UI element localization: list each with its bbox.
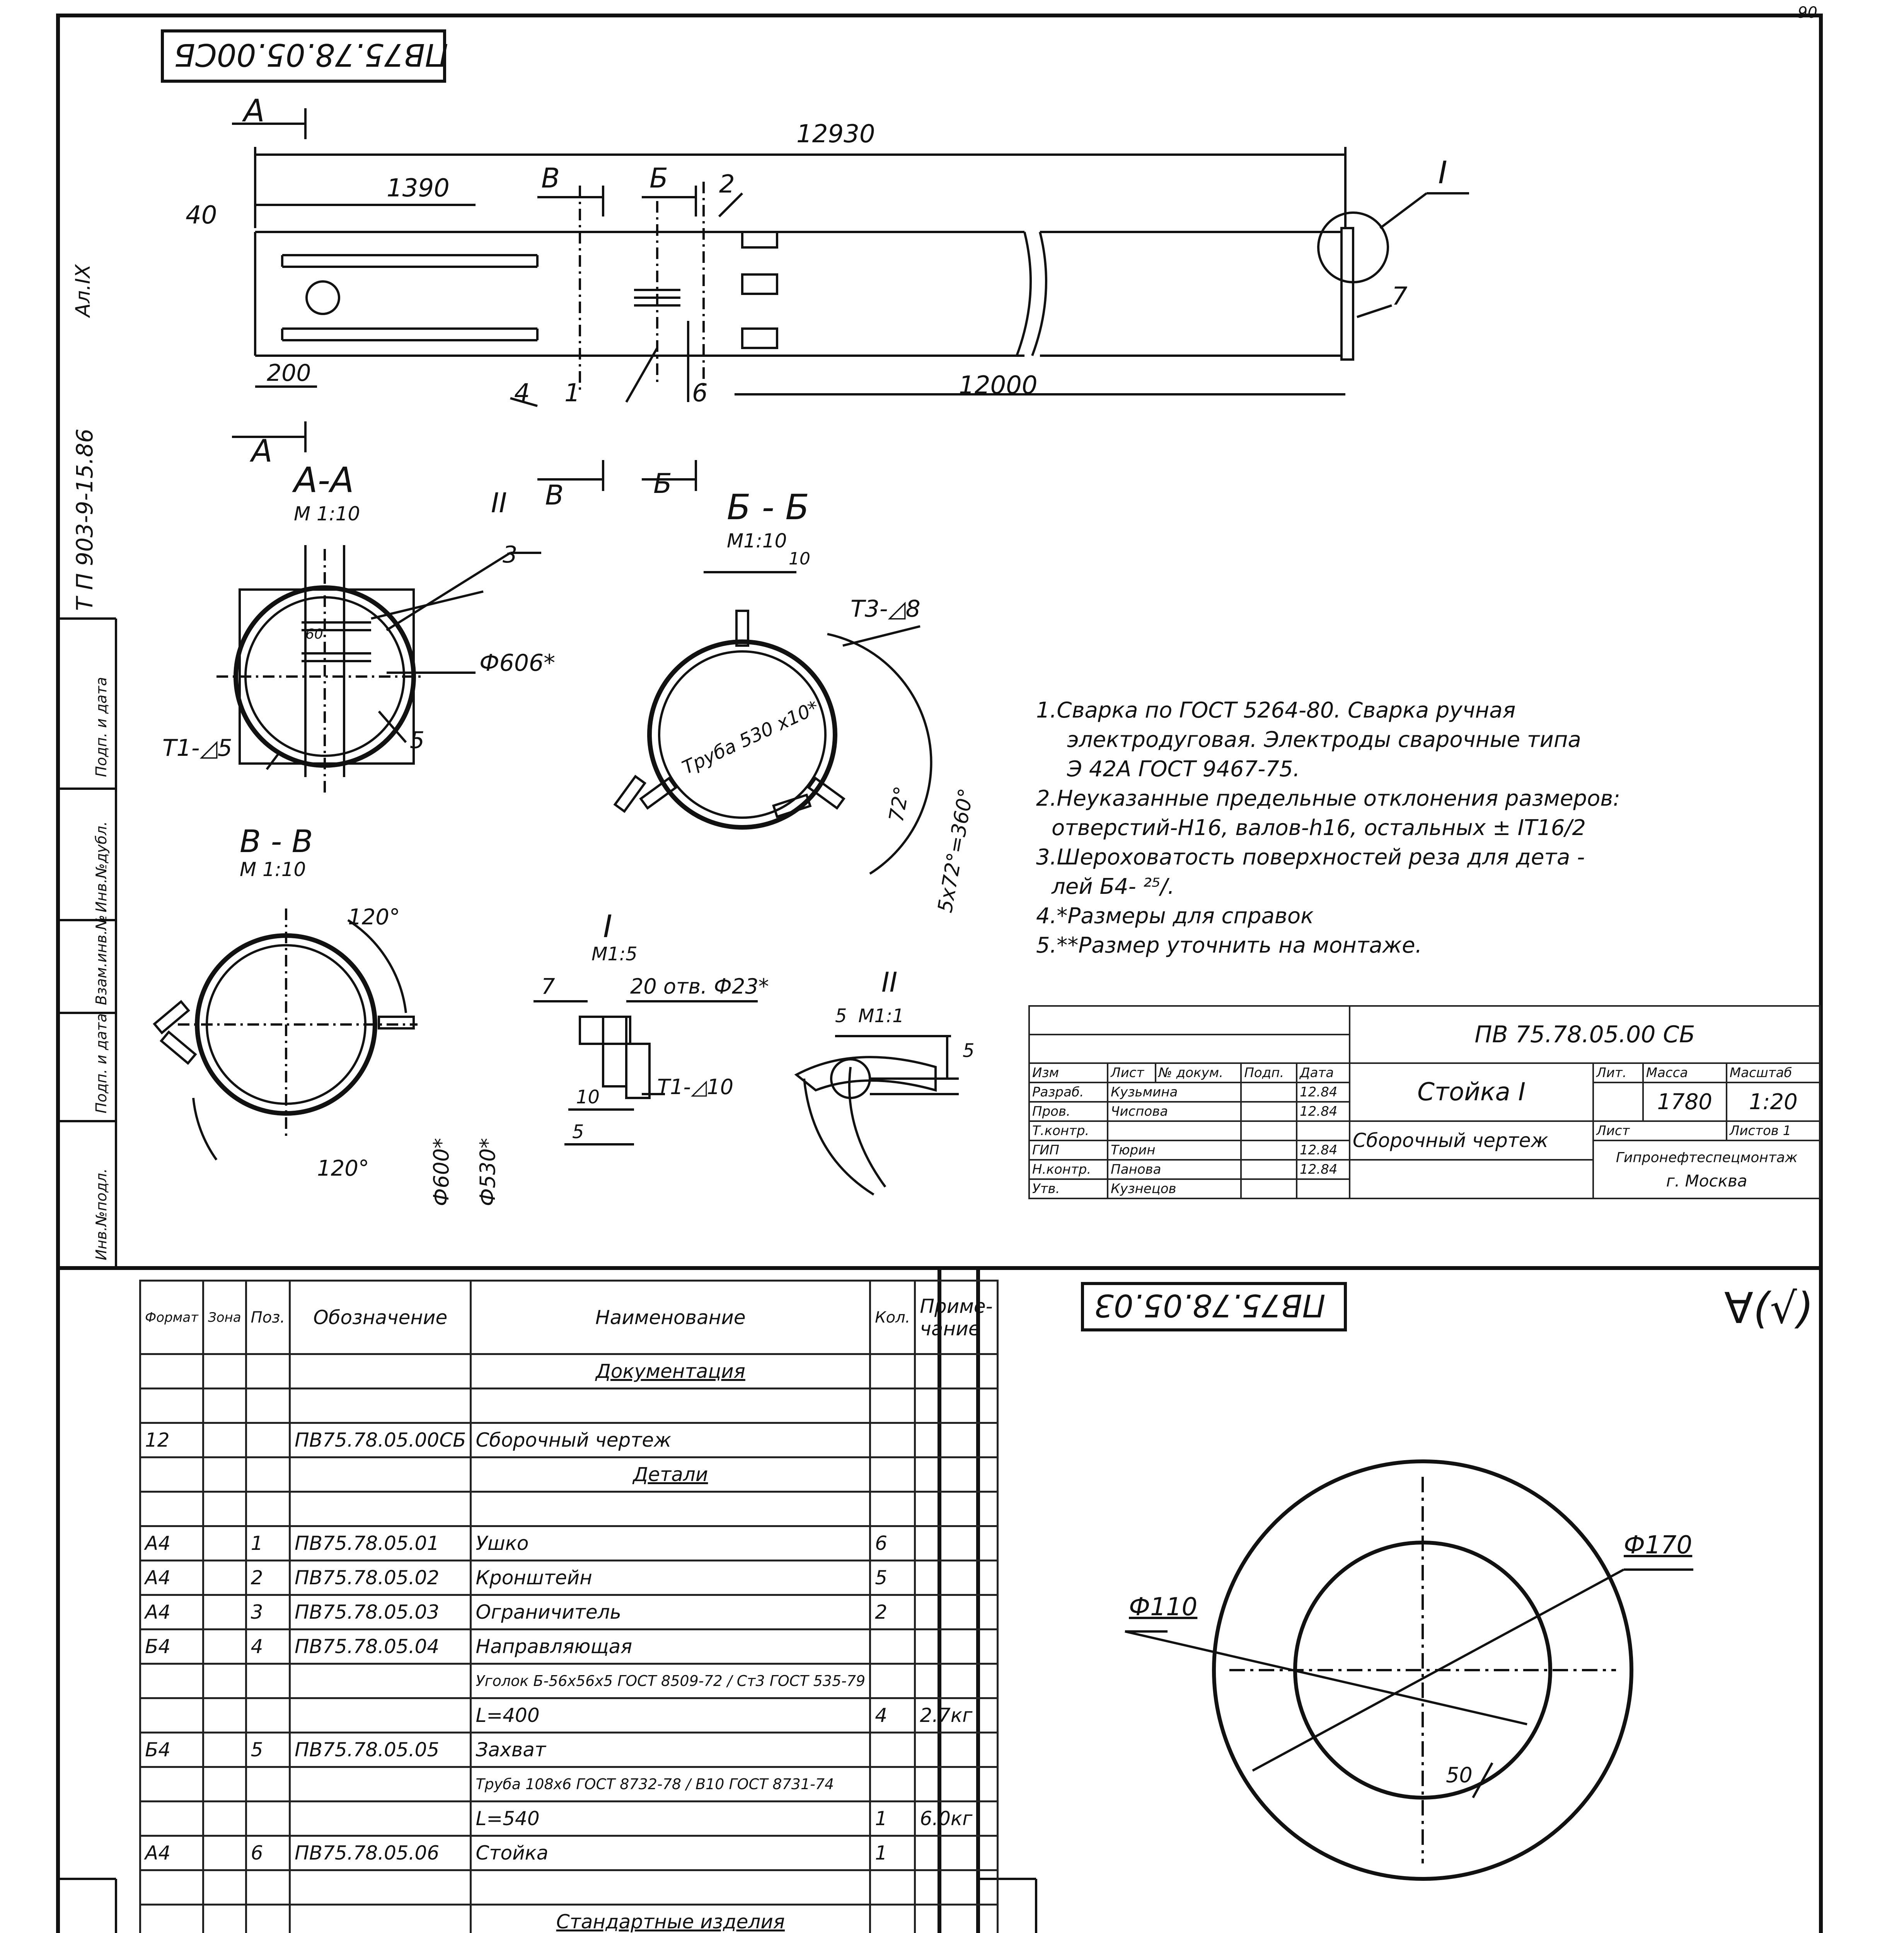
spec-designation: ПВ75.78.05.00СБ (290, 1423, 471, 1457)
spec-row (140, 1767, 998, 1802)
spec-note (915, 1457, 997, 1492)
spec-qty: 4 (870, 1698, 915, 1733)
tb1-subname: Сборочный чертеж (1350, 1121, 1593, 1160)
spec-name (471, 1389, 870, 1423)
sheet3-frame (978, 1268, 1821, 1933)
spec-designation (290, 1354, 471, 1389)
tb1-person: Чиспова (1108, 1102, 1241, 1121)
page-number: 90 (1798, 4, 1817, 22)
aa-dia: Ф606* (479, 649, 556, 677)
main-elevation (232, 108, 1469, 491)
spec-note (915, 1561, 997, 1595)
spec-zone (203, 1423, 246, 1457)
spec-zone (203, 1870, 246, 1905)
spec-qty (870, 1733, 915, 1767)
det2-scale: М1:1 (858, 1005, 904, 1027)
note-line: 1.Сварка по ГОСТ 5264-80. Сварка ручная (1036, 698, 1516, 723)
aa-dim60: 60 (305, 626, 323, 642)
det2-d5a: 5 (835, 1005, 847, 1027)
dim-1390: 1390 (387, 174, 450, 203)
spec-zone (203, 1698, 246, 1733)
album-number: Ал.IX (72, 264, 95, 317)
spec-row (140, 1561, 998, 1595)
spec-row (140, 1492, 998, 1526)
ring-d110: Ф110 (1129, 1593, 1198, 1621)
spec-zone (203, 1905, 246, 1933)
spec-name: Захват (471, 1733, 870, 1767)
cut-a-top: А (244, 93, 265, 129)
callout-4: 4 (514, 379, 530, 407)
tb1-mass-label: Масса (1643, 1063, 1727, 1082)
bb-pipe: Труба 530 х10* (679, 696, 822, 779)
technical-notes (1036, 696, 1620, 960)
det1-scale: М1:5 (591, 943, 638, 965)
spec-designation: ПВ75.78.05.06 (290, 1836, 471, 1870)
spec-pos: 2 (246, 1561, 290, 1595)
spec-hdr-note: Приме- чание (915, 1281, 997, 1354)
spec-designation (290, 1767, 471, 1802)
sheet3-stamp-code: ПВ75.78.05.03 (1094, 1287, 1326, 1323)
note-line: 5.**Размер уточнить на монтаже. (1036, 933, 1422, 958)
bb-weld: Т3-◿8 (851, 595, 920, 622)
spec-note (915, 1389, 997, 1423)
cut-b-bottom: Б (653, 468, 672, 499)
spec-note (915, 1595, 997, 1630)
callout-1: 1 (564, 379, 580, 407)
spec-row (140, 1457, 998, 1492)
side-label-replace: Взам.инв.№ (93, 915, 110, 1005)
spec-pos (246, 1492, 290, 1526)
spec-hdr-zone: Зона (203, 1281, 246, 1354)
dim-12000: 12000 (959, 371, 1038, 400)
tb1-role: Разраб. (1029, 1082, 1108, 1102)
spec-hdr-name: Наименование (471, 1281, 870, 1354)
spec-zone (203, 1595, 246, 1630)
album-code: Т П 903-9-15.86 (72, 428, 98, 611)
side-label-inv: Инв.№подл. (93, 1168, 110, 1260)
spec-note (915, 1664, 997, 1698)
spec-designation (290, 1389, 471, 1423)
spec-name: Уголок Б-56х56х5 ГОСТ 8509-72 / Ст3 ГОСТ 535-79 (471, 1664, 870, 1698)
spec-qty (870, 1905, 915, 1933)
spec-format: А4 (140, 1836, 203, 1870)
spec-format (140, 1664, 203, 1698)
spec-note (915, 1630, 997, 1664)
spec-format (140, 1802, 203, 1836)
tb1-person: Панова (1108, 1160, 1241, 1179)
ring-d170: Ф170 (1624, 1531, 1693, 1560)
vv-d600: Ф600* (429, 1138, 453, 1206)
cut-a-bottom: А (251, 433, 273, 469)
bb-angle1: 72° (885, 784, 914, 824)
ring-r50: 50 (1446, 1763, 1473, 1787)
det1-holes: 20 отв. Ф23* (630, 974, 769, 999)
spec-format: Б4 (140, 1630, 203, 1664)
spec-name: L=400 (471, 1698, 870, 1733)
det2-d5b: 5 (963, 1040, 975, 1062)
spec-designation (290, 1698, 471, 1733)
det1-d5: 5 (572, 1121, 584, 1143)
tb1-org: Гипронефтеспецмонтаж (1616, 1150, 1798, 1166)
det2-title: II (881, 966, 898, 998)
spec-pos (246, 1698, 290, 1733)
aa-callout-5: 5 (410, 727, 425, 754)
spec-row (140, 1870, 998, 1905)
spec-zone (203, 1664, 246, 1698)
tb1-date: 12.84 (1297, 1140, 1350, 1160)
spec-zone (203, 1526, 246, 1561)
spec-qty (870, 1664, 915, 1698)
tb1-date: 12.84 (1297, 1082, 1350, 1102)
spec-row (140, 1354, 998, 1389)
side-label-sign: Подп. и дата (93, 1013, 110, 1113)
tb1-role: Утв. (1029, 1179, 1108, 1198)
spec-qty: 2 (870, 1595, 915, 1630)
aa-title: А-А (294, 460, 354, 501)
spec-qty (870, 1492, 915, 1526)
vv-title: В - В (240, 823, 313, 859)
spec-pos: 4 (246, 1630, 290, 1664)
spec-pos (246, 1905, 290, 1933)
detail-ii (796, 1036, 959, 1195)
spec-zone (203, 1492, 246, 1526)
spec-zone (203, 1802, 246, 1836)
note-line: 4.*Размеры для справок (1036, 903, 1314, 929)
tb1-city: г. Москва (1666, 1171, 1747, 1190)
spec-qty (870, 1423, 915, 1457)
vv-scale: М 1:10 (240, 858, 306, 881)
spec-designation: ПВ75.78.05.02 (290, 1561, 471, 1595)
tb1-scale: 1:20 (1727, 1082, 1820, 1121)
spec-row (140, 1526, 998, 1561)
spec-pos: 1 (246, 1526, 290, 1561)
tb1-role: ГИП (1029, 1140, 1108, 1160)
spec-note: 6.0кг (915, 1802, 997, 1836)
note-line: 3.Шероховатость поверхностей реза для дета - (1036, 845, 1585, 870)
section-v-v (154, 909, 418, 1160)
callout-6: 6 (692, 379, 708, 407)
spec-format (140, 1457, 203, 1492)
spec-row (140, 1836, 998, 1870)
note-line: 2.Неуказанные предельные отклонения размеров: (1036, 786, 1621, 811)
spec-zone (203, 1389, 246, 1423)
tb1-lit: Лит. (1593, 1063, 1643, 1082)
spec-pos: 6 (246, 1836, 290, 1870)
spec-hdr-designation: Обозначение (290, 1281, 471, 1354)
spec-row (140, 1802, 998, 1836)
callout-2: 2 (719, 170, 735, 199)
tb1-org-cell (1593, 1140, 1820, 1198)
spec-designation: ПВ75.78.05.03 (290, 1595, 471, 1630)
spec-format: 12 (140, 1423, 203, 1457)
spec-designation: ПВ75.78.05.01 (290, 1526, 471, 1561)
spec-format (140, 1905, 203, 1933)
spec-format: А4 (140, 1595, 203, 1630)
tb1-person: Кузьмина (1108, 1082, 1241, 1102)
spec-row (140, 1664, 998, 1698)
tb1-hdr: Дата (1297, 1063, 1350, 1082)
spec-name: Ушко (471, 1526, 870, 1561)
vv-angle2: 120° (317, 1156, 369, 1181)
spec-note (915, 1905, 997, 1933)
spec-designation (290, 1457, 471, 1492)
vv-angle1: 120° (348, 905, 400, 930)
cut-v-top: В (541, 162, 560, 194)
ring-drawing (1125, 1461, 1693, 1879)
spec-note (915, 1526, 997, 1561)
tb1-hdr: № докум. (1156, 1063, 1241, 1082)
bb-angle2: 5х72°=360° (933, 786, 978, 915)
spec-format (140, 1389, 203, 1423)
spec-name: Труба 108х6 ГОСТ 8732-78 / В10 ГОСТ 8731-74 (471, 1767, 870, 1802)
tb1-role: Н.контр. (1029, 1160, 1108, 1179)
spec-name: Детали (471, 1457, 870, 1492)
spec-note (915, 1354, 997, 1389)
bb-dim10: 10 (789, 549, 810, 569)
spec-zone (203, 1561, 246, 1595)
spec-name: Ограничитель (471, 1595, 870, 1630)
spec-row (140, 1630, 998, 1664)
spec-format: А4 (140, 1526, 203, 1561)
spec-qty (870, 1767, 915, 1802)
spec-pos: 3 (246, 1595, 290, 1630)
spec-name: L=540 (471, 1802, 870, 1836)
spec-pos (246, 1457, 290, 1492)
tb1-role: Пров. (1029, 1102, 1108, 1121)
spec-format: Б4 (140, 1733, 203, 1767)
side-label-sign2: Подп. и дата (93, 677, 110, 777)
aa-scale: М 1:10 (294, 503, 360, 525)
tb1-date: 12.84 (1297, 1102, 1350, 1121)
spec-note (915, 1733, 997, 1767)
spec-format (140, 1767, 203, 1802)
tb1-sheet-label: Лист (1593, 1121, 1727, 1140)
tb1-doc-code: ПВ 75.78.05.00 СБ (1350, 1006, 1820, 1063)
cut-v-bottom: В (545, 479, 564, 511)
spec-format (140, 1698, 203, 1733)
tb1-person: Тюрин (1108, 1140, 1241, 1160)
spec-pos (246, 1664, 290, 1698)
spec-designation (290, 1664, 471, 1698)
spec-format (140, 1870, 203, 1905)
tb1-mass: 1780 (1643, 1082, 1727, 1121)
bb-scale: М1:10 (727, 530, 787, 552)
spec-designation (290, 1492, 471, 1526)
sheet1-stamp-code: ПВ75.78.05.00СБ (174, 37, 448, 73)
spec-row (140, 1595, 998, 1630)
tb1-sheets-label: Листов 1 (1727, 1121, 1820, 1140)
spec-pos (246, 1767, 290, 1802)
spec-row (140, 1905, 998, 1933)
spec-row (140, 1733, 998, 1767)
detail-i-callout: I (1438, 155, 1447, 191)
cut-b-top: Б (649, 162, 668, 194)
spec-note (915, 1870, 997, 1905)
sheet1-title-block (1028, 1005, 1821, 1199)
spec-zone (203, 1767, 246, 1802)
spec-row (140, 1389, 998, 1423)
vv-d530: Ф530* (476, 1138, 500, 1206)
spec-name (471, 1870, 870, 1905)
det1-title: I (603, 909, 612, 944)
spec-qty (870, 1630, 915, 1664)
tb1-person: Кузнецов (1108, 1179, 1241, 1198)
spec-hdr-pos: Поз. (246, 1281, 290, 1354)
spec-row (140, 1423, 998, 1457)
spec-note (915, 1423, 997, 1457)
specification-table (139, 1280, 999, 1933)
spec-zone (203, 1630, 246, 1664)
callout-7: 7 (1392, 282, 1408, 311)
tb1-hdr: Лист (1108, 1063, 1155, 1082)
spec-note: 2.7кг (915, 1698, 997, 1733)
aa-callout-ii: II (491, 487, 507, 519)
spec-name (471, 1492, 870, 1526)
spec-name: Направляющая (471, 1630, 870, 1664)
aa-callout-3: 3 (503, 541, 518, 568)
spec-name: Кронштейн (471, 1561, 870, 1595)
spec-qty (870, 1389, 915, 1423)
spec-designation (290, 1870, 471, 1905)
tb1-hdr: Подп. (1241, 1063, 1297, 1082)
side-label-dup: Инв.№дубл. (93, 821, 110, 912)
spec-designation: ПВ75.78.05.05 (290, 1733, 471, 1767)
det1-d10: 10 (576, 1086, 600, 1108)
spec-note (915, 1492, 997, 1526)
spec-designation: ПВ75.78.05.04 (290, 1630, 471, 1664)
spec-pos (246, 1389, 290, 1423)
spec-designation (290, 1802, 471, 1836)
spec-name: Документация (471, 1354, 870, 1389)
dim-total: 12930 (796, 120, 875, 148)
tb1-role: Т.контр. (1029, 1121, 1108, 1140)
spec-zone (203, 1836, 246, 1870)
spec-pos (246, 1870, 290, 1905)
spec-qty: 6 (870, 1526, 915, 1561)
spec-format (140, 1492, 203, 1526)
spec-pos (246, 1802, 290, 1836)
bb-title: Б - Б (727, 487, 810, 528)
spec-zone (203, 1354, 246, 1389)
spec-qty (870, 1457, 915, 1492)
spec-qty (870, 1870, 915, 1905)
spec-name: Стойка (471, 1836, 870, 1870)
tb1-hdr: Изм (1029, 1063, 1108, 1082)
dim-40: 40 (186, 201, 217, 230)
spec-pos (246, 1354, 290, 1389)
spec-name: Стандартные изделия (471, 1905, 870, 1933)
note-line: отверстий-Н16, валов-h16, остальных ± IT16/2 (1052, 815, 1586, 840)
det1-weld: Т1-◿10 (657, 1075, 734, 1099)
spec-pos (246, 1423, 290, 1457)
spec-note (915, 1836, 997, 1870)
tb1-date: 12.84 (1297, 1160, 1350, 1179)
spec-pos: 5 (246, 1733, 290, 1767)
note-line: Э 42А ГОСТ 9467-75. (1067, 757, 1300, 782)
detail-i (534, 1001, 758, 1144)
spec-format (140, 1354, 203, 1389)
tb1-scale-label: Масштаб (1727, 1063, 1820, 1082)
spec-qty (870, 1354, 915, 1389)
det1-pos: 7 (541, 974, 555, 999)
spec-zone (203, 1457, 246, 1492)
spec-row (140, 1698, 998, 1733)
note-line: лей Б4- ²⁵∕. (1052, 874, 1175, 899)
spec-qty: 1 (870, 1836, 915, 1870)
spec-hdr-qty: Кол. (870, 1281, 915, 1354)
spec-qty: 1 (870, 1802, 915, 1836)
spec-designation (290, 1905, 471, 1933)
spec-note (915, 1767, 997, 1802)
spec-zone (203, 1733, 246, 1767)
spec-hdr-format: Формат (140, 1281, 203, 1354)
spec-format: А4 (140, 1561, 203, 1595)
spec-qty: 5 (870, 1561, 915, 1595)
spec-name: Сборочный чертеж (471, 1423, 870, 1457)
note-line: электродуговая. Электроды сварочные типа (1067, 727, 1581, 752)
roughness-symbol: ∀(√) (1724, 1284, 1814, 1333)
tb1-name: Стойка I (1350, 1063, 1593, 1121)
dim-200: 200 (267, 360, 311, 387)
aa-weld: Т1-◿5 (162, 735, 232, 762)
